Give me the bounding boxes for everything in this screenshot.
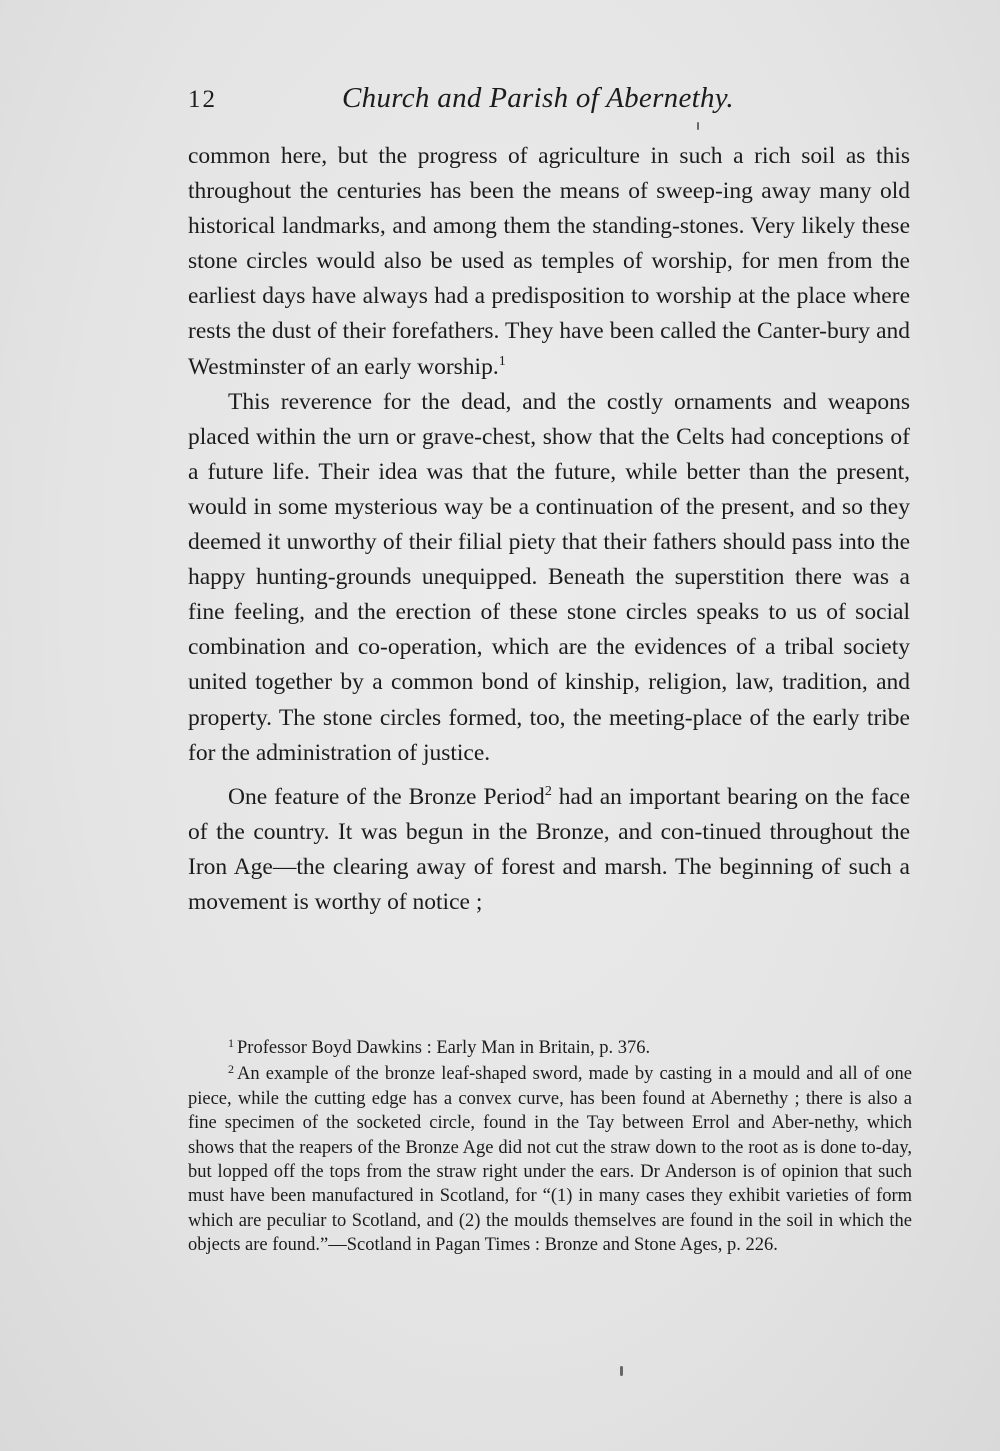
paragraph-bronze-period [188, 780, 910, 920]
ink-speck [697, 122, 699, 130]
body-text [188, 139, 910, 920]
paragraph-text: common here, but the progress of agriculture in such a rich soil as this throughout the centuries has been the means of sweep-ing away many old historical landmarks, and among them the standing-stones. Very likely these stone circles would also be used as temples of worship, for men from the earliest days have always had a predisposition to worship at the place where rests the dust of their forefathers. They have been called the Canter-bury and Westminster of an early worship. [188, 143, 910, 380]
footnote [188, 1062, 912, 1257]
footnote-text: Professor Boyd Dawkins : Early Man in Britain, p. 376. [237, 1038, 651, 1058]
paragraph-text: This reverence for the dead, and the costly ornaments and weapons placed within the urn or grave-chest, show that the Celts had conceptions of a future life. Their idea was that the future, while better than the present, would in some mysterious way be a continuation of the present, and so they deemed it unworthy of their filial piety that their fathers should pass into the happy hunting-grounds unequipped. Beneath the superstition there was a fine feeling, and the erection of these stone circles speaks to us of social combination and co-operation, which are the evidences of a tribal society united together by a common bond of kinship, religion, law, tradition, and property. The stone circles formed, too, the meeting-place of the early tribe for the administration of justice. [188, 388, 910, 766]
footnote-mark: 2 [228, 1062, 234, 1077]
paragraph-text: had an important bearing on the face of the country. It was begun in the Bronze, and con-tinued throughout the Iron Age—the clearing away of forest and marsh. The beginning of such a movement is worthy of notice ; [188, 783, 910, 915]
footnote [188, 1036, 912, 1060]
footnote-text: An example of the bronze leaf-shaped sword, made by casting in a mould and all of one piece, while the cutting edge has a convex curve, has been found at Abernethy ; there is also a fine specimen of the socketed circle, found in the Tay between Errol and Aber-nethy, which shows that the reapers of the Bronze Age did not cut the straw down to the root as is done to-day, but lopped off the tops from the straw right under the ears. Dr Anderson is of opinion that such must have been manufactured in Scotland, for “(1) in many cases they exhibit varieties of form which are peculiar to Scotland, and (2) the moulds themselves are found in the soil in which the objects are found.”—Scotland in Pagan Times : Bronze and Stone Ages, p. 226. [188, 1064, 912, 1256]
footnote-mark: 1 [228, 1036, 234, 1050]
page-header [188, 82, 912, 122]
footnotes [188, 1036, 912, 1258]
paragraph-continuation [188, 139, 910, 385]
footnote-reference: 1 [498, 353, 506, 369]
paragraph-text: One feature of the Bronze Period [228, 783, 545, 810]
paragraph-reverence [188, 385, 910, 771]
page-number: 12 [188, 86, 217, 113]
ink-speck [620, 1366, 623, 1376]
footnote-reference: 2 [544, 783, 552, 799]
running-title: Church and Parish of Abernethy. [342, 82, 734, 114]
